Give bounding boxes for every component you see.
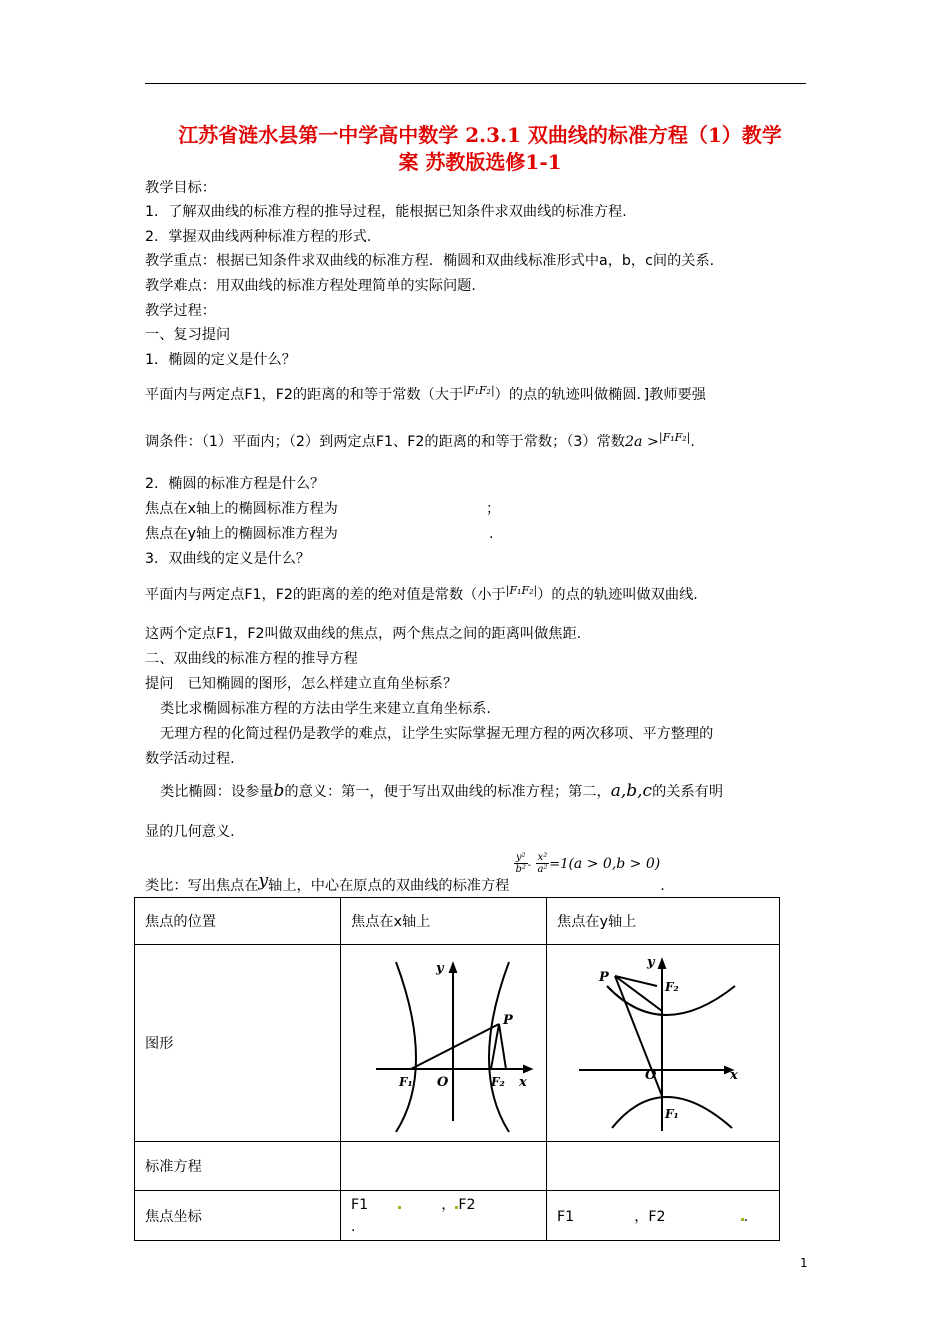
svg-text:F₂: F₂ (665, 980, 679, 994)
prompt-question: 提问 已知椭圆的图形，怎么样建立直角坐标系？ (145, 676, 458, 692)
question-1: 1．椭圆的定义是什么？ (145, 352, 296, 368)
header-position: 焦点的位置 (135, 898, 341, 945)
equation-y-cell (547, 1142, 780, 1191)
svg-text:O: O (437, 1075, 449, 1090)
section-1-heading: 一、复习提问 (145, 327, 231, 343)
equation-x-cell (341, 1142, 547, 1191)
irrational-line-1: 无理方程的化简过程仍是教学的难点，让学生实际掌握无理方程的两次移项、平方整理的 (160, 726, 714, 742)
constant-math: 2a > (624, 434, 659, 450)
svg-text:F₁: F₁ (665, 1107, 679, 1121)
hyperbola-definition: 平面内与两定点F1，F2的距离的差的绝对值是常数（小于$^{|F_1F_2|}$）的点的轨迹叫做双曲线. (145, 584, 698, 603)
svg-text:x: x (519, 1075, 527, 1090)
parameter-line: 类比椭圆：设参量b的意义：第一，便于写出双曲线的标准方程；第二，a,b,c的关系有明 (160, 781, 724, 801)
ellipse-x-eq: 焦点在x轴上的椭圆标准方程为 (145, 501, 338, 517)
question-3: 3．双曲线的定义是什么？ (145, 551, 311, 567)
title-line-2: 案 苏教版选修1-1 (398, 150, 562, 174)
svg-text:F₂: F₂ (491, 1075, 505, 1089)
ellipse-y-eq: 焦点在y轴上的椭圆标准方程为 (145, 526, 338, 542)
svg-text:P: P (503, 1013, 513, 1028)
ellipse-conditions: 调条件：（1）平面内；（2）到两定点F1、F2的距离的和等于常数；（3）常数2a >$^{|F_1F_2|}$. (145, 431, 695, 450)
svg-text:O: O (645, 1068, 657, 1083)
row-graph-label: 图形 (135, 945, 341, 1142)
figure-x-hyperbola (341, 945, 547, 1142)
goal-2: 2．掌握双曲线两种标准方程的形式. (145, 229, 372, 245)
header-y-axis: 焦点在y轴上 (547, 898, 780, 945)
header-rule (145, 83, 806, 84)
write-equation-line: 类比：写出焦点在y轴上，中心在原点的双曲线的标准方程 y² b² - x² a² =1(a > 0,b > 0). (145, 852, 665, 894)
difficulty: 教学难点：用双曲线的标准方程处理简单的实际问题. (145, 278, 476, 294)
ellipse-definition: 平面内与两定点F1，F2的距离的和等于常数（大于$^{|F_1F_2|}$）的点的轨迹叫做椭圆．]教师要强 (145, 384, 706, 403)
title-line-1: 江苏省涟水县第一中学高中数学 2.3.1 双曲线的标准方程（1）教学 (178, 123, 782, 147)
coords-x-cell: F1 ， F2 . (341, 1191, 547, 1241)
svg-text:x: x (730, 1068, 738, 1083)
ellipse-y-eq-end: . (489, 526, 494, 542)
comparison-table (134, 897, 780, 1241)
svg-text:F₁: F₁ (399, 1075, 413, 1089)
process-heading: 教学过程： (145, 303, 216, 319)
key-points: 教学重点：根据已知条件求双曲线的标准方程．椭圆和双曲线标准形式中a，b，c间的关系. (145, 253, 715, 269)
section-2-heading: 二、双曲线的标准方程的推导方程 (145, 651, 358, 667)
eq-frac-x: x² a² (537, 852, 548, 875)
goal-1: 1．了解双曲线的标准方程的推导过程，能根据已知条件求双曲线的标准方程. (145, 204, 627, 220)
svg-text:y: y (647, 955, 655, 970)
header-x-axis: 焦点在x轴上 (341, 898, 547, 945)
foci-definition: 这两个定点F1，F2叫做双曲线的焦点，两个焦点之间的距离叫做焦距. (145, 626, 582, 642)
ellipse-x-eq-end: ； (486, 501, 501, 517)
analogy-line: 类比求椭圆标准方程的方法由学生来建立直角坐标系. (160, 701, 491, 717)
figure-y-hyperbola (547, 945, 780, 1142)
f1f2-abs: |F₁F₂| (463, 384, 495, 397)
question-2: 2．椭圆的标准方程是什么？ (145, 476, 325, 492)
coords-y-cell: F1 ，F2 . (547, 1191, 780, 1241)
goals-heading: 教学目标： (145, 180, 216, 196)
svg-text:P: P (599, 970, 609, 985)
eq-frac-y: y² b² (515, 852, 526, 875)
parameter-line-2: 显的几何意义. (145, 824, 235, 840)
row-equation-label: 标准方程 (135, 1142, 341, 1191)
row-coords-label: 焦点坐标 (135, 1191, 341, 1241)
irrational-line-2: 数学活动过程. (145, 751, 235, 767)
document-title (135, 122, 825, 176)
svg-text:y: y (436, 961, 444, 976)
page-number: 1 (800, 1256, 808, 1270)
